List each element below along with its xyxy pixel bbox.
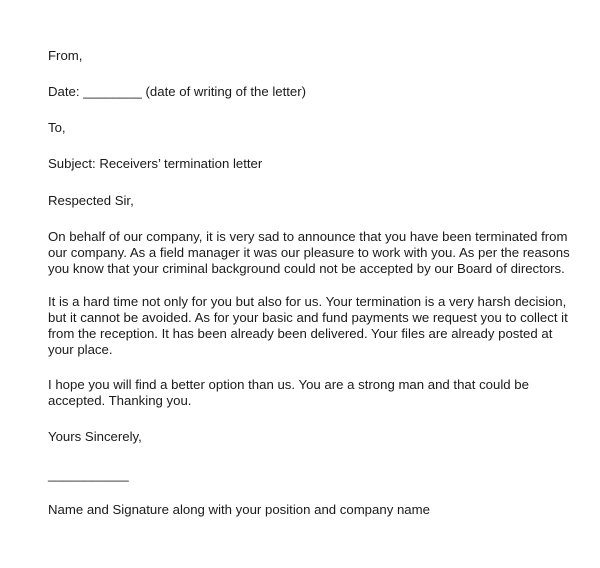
from-line: From, — [48, 48, 83, 63]
paragraph-2-line: your place. — [48, 342, 113, 357]
subject-line: Subject: Receivers’ termination letter — [48, 156, 263, 171]
date-line: Date: ________ (date of writing of the letter) — [48, 84, 307, 99]
paragraph-2-line: It is a hard time not only for you but also for us. Your termination is a very harsh decision, — [48, 294, 567, 309]
paragraph-1-line: you know that your criminal background could not be accepted by our Board of directors. — [48, 261, 565, 276]
paragraph-3-line: accepted. Thanking you. — [48, 393, 192, 408]
closing: Yours Sincerely, — [48, 429, 142, 444]
paragraph-1 — [48, 229, 570, 277]
paragraph-2-line: but it cannot be avoided. As for your basic and fund payments we request you to collect it — [48, 310, 568, 325]
paragraph-1-line: our company. As a field manager it was our pleasure to work with you. As per the reasons — [48, 245, 570, 260]
paragraph-3-line: I hope you will find a better option than us. You are a strong man and that could be — [48, 377, 529, 392]
signature-line: ___________ — [48, 467, 129, 482]
paragraph-3 — [48, 377, 548, 409]
salutation: Respected Sir, — [48, 193, 134, 208]
to-line: To, — [48, 120, 66, 135]
paragraph-1-line: On behalf of our company, it is very sad to announce that you have been terminated from — [48, 229, 568, 244]
signature-caption: Name and Signature along with your position and company name — [48, 502, 430, 517]
paragraph-2-line: from the reception. It has been already been delivered. Your files are already posted at — [48, 326, 553, 341]
paragraph-2 — [48, 294, 568, 358]
